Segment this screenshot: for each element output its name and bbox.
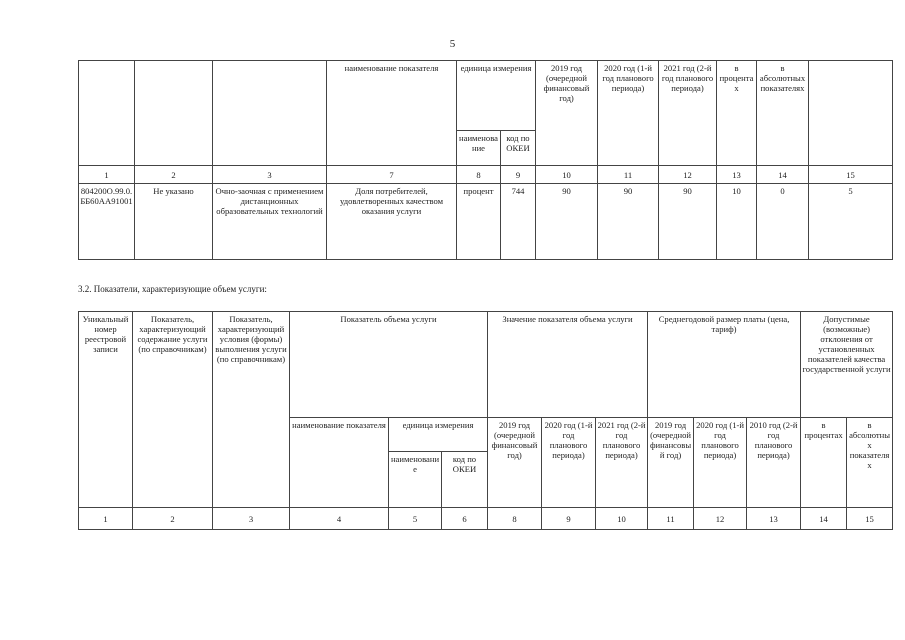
unit-name-header: наименование [457, 131, 501, 166]
percent-header: в процентах [717, 61, 757, 166]
okei-header: код по ОКЕИ [442, 452, 488, 508]
year-2019-header: 2019 год (очередной финансовый год) [536, 61, 598, 166]
col-number: 2 [133, 508, 213, 530]
okei-header: код по ОКЕИ [501, 131, 536, 166]
deviation-percent-cell: 10 [717, 184, 757, 260]
value-2021-header: 2021 год (2-й год планового периода) [596, 418, 648, 508]
col-number: 14 [757, 166, 809, 184]
unit-header: единица измерения [389, 418, 488, 452]
registry-header: Уникальный номер реестровой записи [79, 312, 133, 508]
percent-header: в процентах [801, 418, 847, 508]
col-number: 3 [213, 508, 290, 530]
col-number: 15 [809, 166, 893, 184]
value-2021-cell: 90 [659, 184, 717, 260]
col-number: 4 [290, 508, 389, 530]
value-2019-header: 2019 год (очередной финансовый год) [488, 418, 542, 508]
unit-header: единица измерения [457, 61, 536, 131]
value-header: Значение показателя объема услуги [488, 312, 648, 418]
okei-cell: 744 [501, 184, 536, 260]
col-number: 5 [389, 508, 442, 530]
col-number: 15 [847, 508, 893, 530]
volume-header: Показатель объема услуги [290, 312, 488, 418]
value-2020-header: 2020 год (1-й год планового периода) [542, 418, 596, 508]
fee-2019-header: 2019 год (очередной финансовый год) [648, 418, 694, 508]
indicator-name-cell: Доля потребителей, удовлетворенных качеством оказания услуги [327, 184, 457, 260]
content-cell: Не указано [135, 184, 213, 260]
content-header: Показатель, характеризующий содержание услуги (по справочникам) [133, 312, 213, 508]
col-number: 2 [135, 166, 213, 184]
year-2021-header: 2021 год (2-й год планового периода) [659, 61, 717, 166]
volume-indicators-table [78, 311, 893, 530]
col-number: 8 [488, 508, 542, 530]
col-number: 8 [457, 166, 501, 184]
section-title: 3.2. Показатели, характеризующие объем услуги: [78, 284, 267, 294]
value-2020-cell: 90 [598, 184, 659, 260]
value-2019-cell: 90 [536, 184, 598, 260]
col-number: 13 [717, 166, 757, 184]
indicator-name-header: наименование показателя [290, 418, 389, 508]
empty-header-cell [135, 61, 213, 166]
deviation-header: Допустимые (возможные) отклонения от установленных показателей качества государственной услуги [801, 312, 893, 418]
col-number: 10 [536, 166, 598, 184]
registry-number-cell: 804200О.99.0.ББ60АА91001 [79, 184, 135, 260]
col-number: 3 [213, 166, 327, 184]
col-number: 14 [801, 508, 847, 530]
indicator-name-header: наименование показателя [327, 61, 457, 166]
col-number: 12 [694, 508, 747, 530]
fee-2010-header: 2010 год (2-й год планового периода) [747, 418, 801, 508]
absolute-header: в абсолютных показателях [757, 61, 809, 166]
conditions-header: Показатель, характеризующий условия (формы) выполнения услуги (по справочникам) [213, 312, 290, 508]
unit-name-cell: процент [457, 184, 501, 260]
col-number: 11 [648, 508, 694, 530]
col-number: 9 [542, 508, 596, 530]
conditions-cell: Очно-заочная с применением дистанционных образовательных технологий [213, 184, 327, 260]
col-number: 1 [79, 508, 133, 530]
empty-header-cell [809, 61, 893, 166]
col-number: 12 [659, 166, 717, 184]
col-number: 9 [501, 166, 536, 184]
deviation-absolute-cell: 0 [757, 184, 809, 260]
fee-2020-header: 2020 год (1-й год планового периода) [694, 418, 747, 508]
col-number: 6 [442, 508, 488, 530]
unit-name-header: наименование [389, 452, 442, 508]
col-number: 13 [747, 508, 801, 530]
col-number: 10 [596, 508, 648, 530]
actual-deviation-cell: 5 [809, 184, 893, 260]
fee-header: Среднегодовой размер платы (цена, тариф) [648, 312, 801, 418]
col-number: 1 [79, 166, 135, 184]
year-2020-header: 2020 год (1-й год планового периода) [598, 61, 659, 166]
col-number: 11 [598, 166, 659, 184]
table-row [79, 184, 893, 260]
page-number: 5 [449, 38, 456, 50]
col-number: 7 [327, 166, 457, 184]
empty-header-cell [213, 61, 327, 166]
absolute-header: в абсолютных показателях [847, 418, 893, 508]
empty-header-cell [79, 61, 135, 166]
quality-indicators-table [78, 60, 893, 260]
